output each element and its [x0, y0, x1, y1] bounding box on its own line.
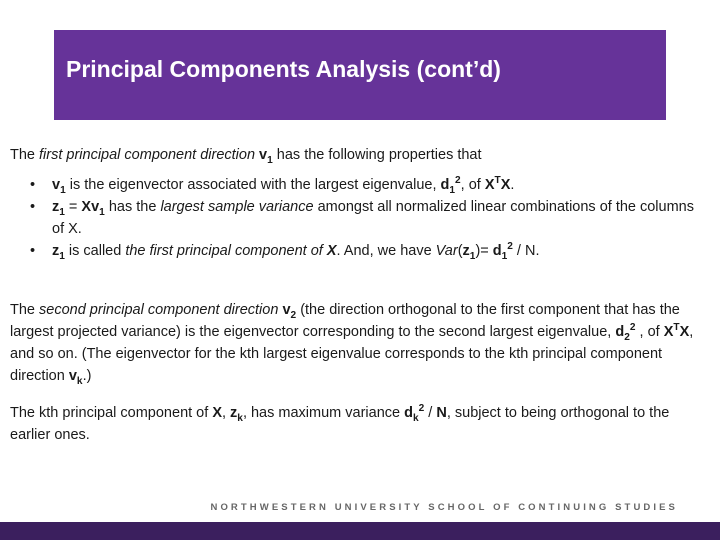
- bullet-icon: •: [30, 243, 36, 259]
- second-emphasis: second principal component direction: [39, 302, 279, 318]
- kth-component-paragraph: The kth principal component of X, $z_k$, has maximum variance $d_k^2$ / N, subject to being orthogonal to the earlier ones.: [10, 403, 670, 443]
- v1-symbol: $v_1$: [259, 147, 273, 166]
- vk-symbol: $v_k$: [68, 368, 83, 387]
- title-bar: [54, 30, 666, 120]
- d1-squared: $d_1^2$: [440, 175, 461, 196]
- xv1-symbol: $Xv_1$: [81, 199, 105, 218]
- slide-title: Principal Components Analysis (cont’d): [66, 56, 501, 82]
- xtx-symbol: $X^TX$: [663, 322, 690, 340]
- zk-symbol: $z_k$: [230, 405, 243, 424]
- bullet-icon: •: [30, 199, 36, 215]
- variance-emphasis: largest sample variance: [160, 199, 314, 215]
- slide-content: [10, 144, 710, 446]
- list-item: • $z_1 = Xv_1$ has the largest sample variance amongst all normalized linear combinations of the columns of X.: [10, 196, 710, 240]
- intro-text-2: has the following properties that: [272, 147, 482, 163]
- intro-text-1: The: [10, 147, 40, 163]
- var-label: Var: [435, 243, 458, 259]
- v1-symbol: $v_1$: [52, 177, 66, 196]
- intro-paragraph: [10, 144, 710, 166]
- x-symbol: X: [212, 405, 222, 421]
- v2-symbol: $v_2$: [282, 302, 297, 321]
- second-component-paragraph: The second principal component direction $v_2$ (the direction orthogonal to the first component that has the largest projected variance) is the eigenvector corresponding to the second largest eigenvalue, $d_2^2$ , of $X^TX$, and so on. (The eigenvector for the kth largest eigenvalue corresponds to the kth principal component direction $v_k$.): [10, 302, 694, 387]
- n-symbol: N: [436, 405, 447, 421]
- intro-emphasis: first principal component direction: [39, 147, 256, 163]
- footer-institution: NORTHWESTERN UNIVERSITY SCHOOL OF CONTINUING STUDIES: [210, 502, 678, 513]
- z1-symbol: $z_1$: [52, 243, 65, 262]
- z1-symbol: $z_1$: [462, 243, 476, 262]
- x-symbol: X: [326, 243, 337, 259]
- d2-squared: $d_2^2$: [615, 322, 636, 343]
- property-list: [10, 174, 710, 262]
- bullet-icon: •: [30, 177, 36, 193]
- list-item: • $v_1$ is the eigenvector associated with the largest eigenvalue, $d_1^2$, of $X^TX$.: [30, 175, 515, 196]
- z1-symbol: $z_1$: [52, 199, 65, 218]
- dk-squared: $d_k^2$: [404, 403, 425, 424]
- list-item: • $z_1$ is called the first principal component of X. And, we have $Var(z_1)= d_1^2 / N$.: [30, 241, 540, 262]
- bottom-bar: [0, 522, 720, 540]
- xtx-symbol: $X^TX$: [484, 175, 511, 193]
- d1-squared: $d_1^2$: [492, 241, 513, 262]
- component-emphasis: the first principal component of: [125, 243, 327, 259]
